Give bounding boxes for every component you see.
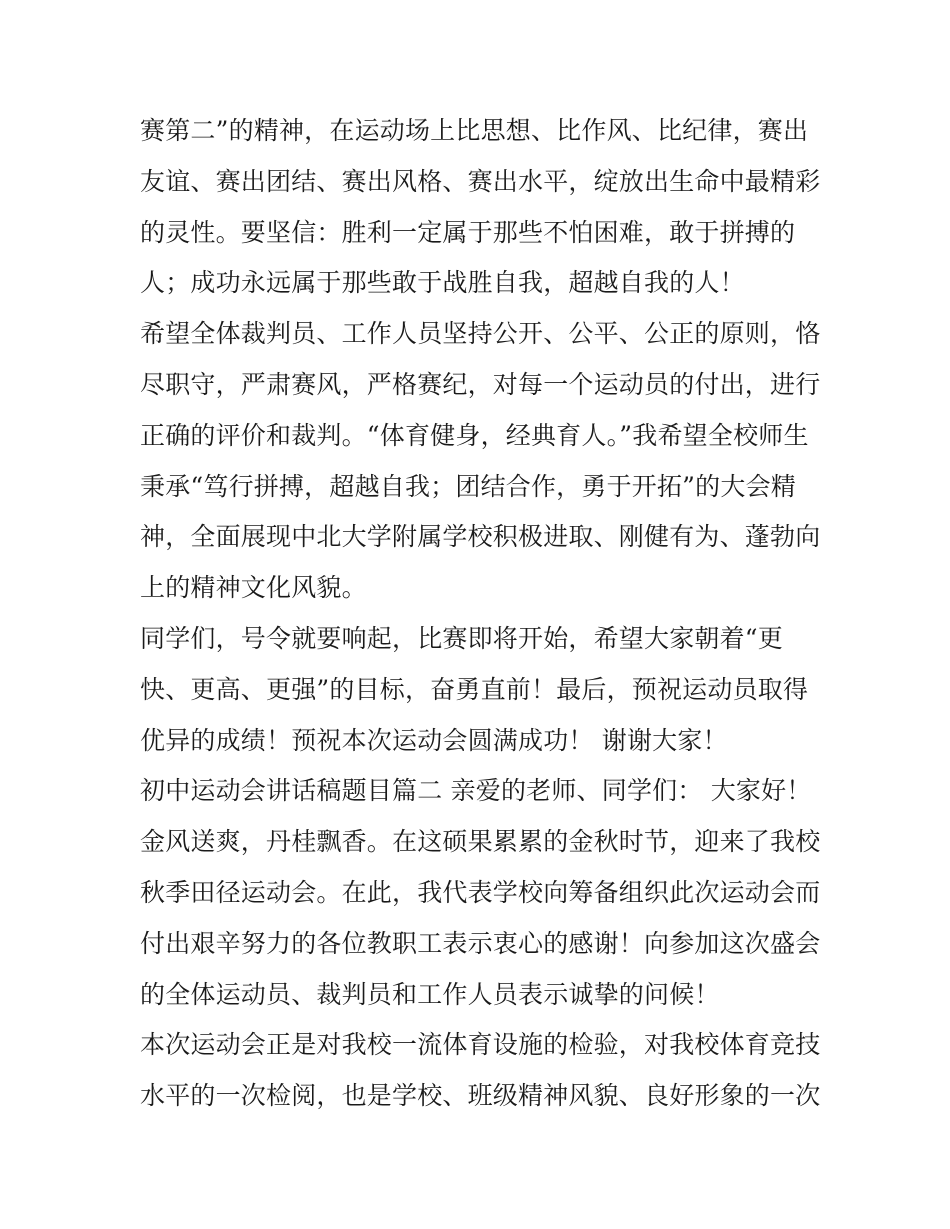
text-line: 秉承“笃行拼搏，超越自我；团结合作，勇于开拓”的大会精 xyxy=(140,471,796,501)
document-body xyxy=(140,106,820,1122)
text-line: 的灵性。要坚信：胜利一定属于那些不怕困难，敢于拼搏的 xyxy=(140,217,796,247)
text-line: 的全体运动员、裁判员和工作人员表示诚挚的问候！ xyxy=(140,979,720,1009)
text-line: 付出艰辛努力的各位教职工表示衷心的感谢！向参加这次盛会 xyxy=(140,928,821,958)
text-line: 友谊、赛出团结、赛出风格、赛出水平，绽放出生命中最精彩 xyxy=(140,166,821,196)
text-line: 上的精神文化风貌。 xyxy=(140,573,367,603)
text-line: 初中运动会讲话稿题目篇二 亲爱的老师、同学们： 大家好！ xyxy=(140,776,812,806)
text-line: 优异的成绩！预祝本次运动会圆满成功！ 谢谢大家！ xyxy=(140,725,728,755)
text-line: 人；成功永远属于那些敢于战胜自我，超越自我的人！ xyxy=(140,268,745,298)
text-line: 正确的评价和裁判。“体育健身，经典育人。”我希望全校师生 xyxy=(140,420,809,450)
text-line: 水平的一次检阅，也是学校、班级精神风貌、良好形象的一次 xyxy=(140,1081,821,1111)
text-line: 赛第二”的精神，在运动场上比思想、比作风、比纪律，赛出 xyxy=(140,116,809,145)
text-line: 秋季田径运动会。在此，我代表学校向筹备组织此次运动会而 xyxy=(140,877,821,907)
text-line: 快、更高、更强”的目标，奋勇直前！最后，预祝运动员取得 xyxy=(140,674,809,704)
text-line: 尽职守，严肃赛风，严格赛纪，对每一个运动员的付出，进行 xyxy=(140,369,821,399)
text-line: 金风送爽，丹桂飘香。在这硕果累累的金秋时节，迎来了我校 xyxy=(140,827,821,857)
text-line: 本次运动会正是对我校一流体育设施的检验，对我校体育竞技 xyxy=(140,1030,821,1060)
text-line: 神，全面展现中北大学附属学校积极进取、刚健有为、蓬勃向 xyxy=(140,522,821,552)
text-line: 同学们，号令就要响起，比赛即将开始，希望大家朝着“更 xyxy=(140,623,783,653)
text-line: 希望全体裁判员、工作人员坚持公开、公平、公正的原则，恪 xyxy=(140,319,821,349)
